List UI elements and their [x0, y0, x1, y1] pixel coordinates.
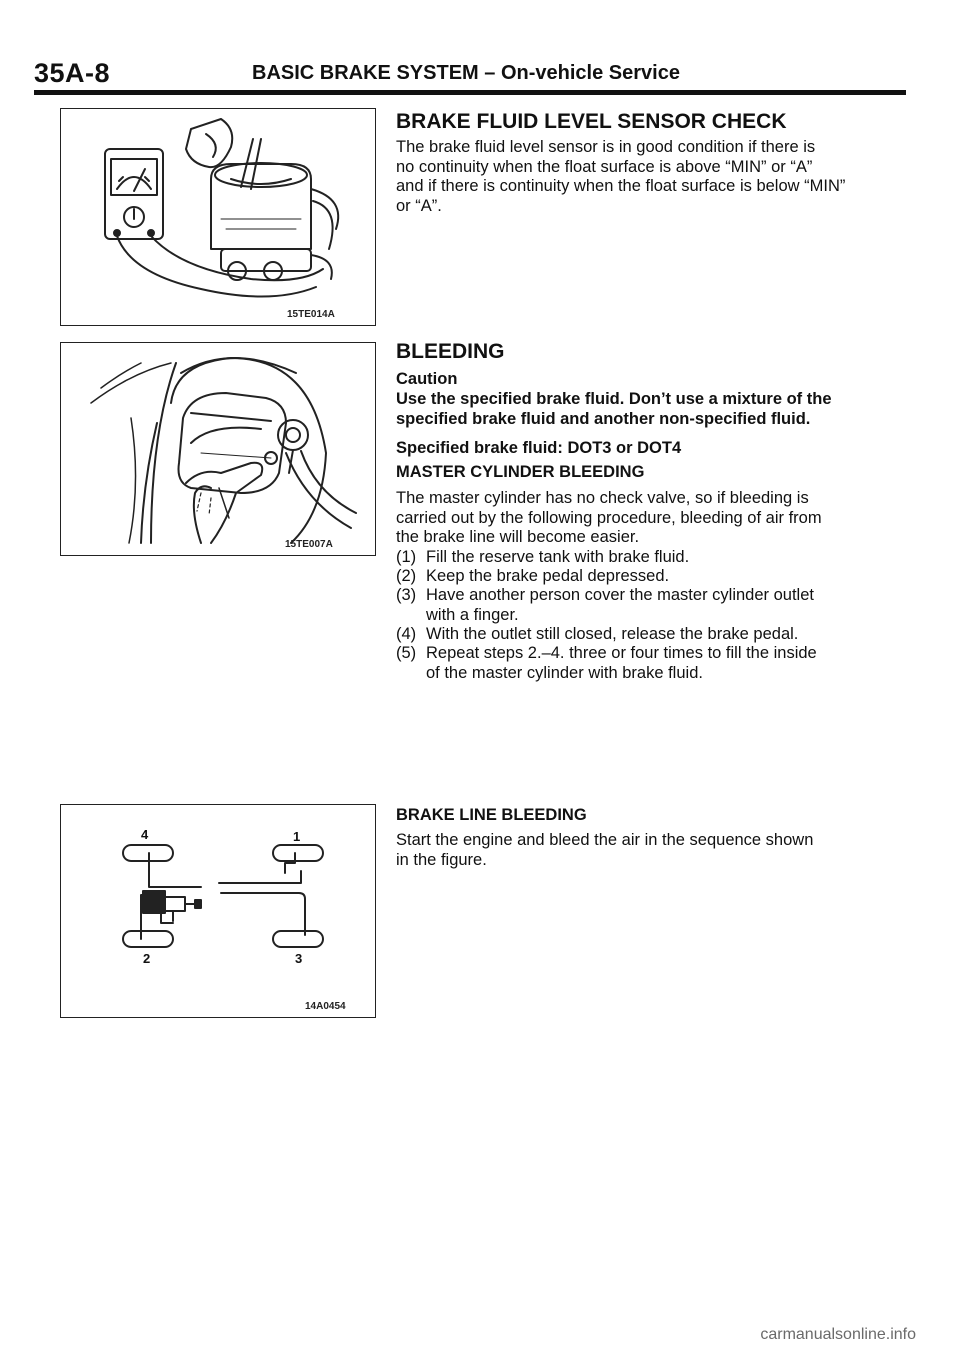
text-line: specified brake fluid and another non-specified fluid.	[396, 409, 811, 428]
brake-line-heading: BRAKE LINE BLEEDING	[396, 806, 587, 824]
figure-code: 15TE007A	[285, 539, 333, 550]
step-text: With the outlet still closed, release the brake pedal.	[426, 625, 799, 643]
master-cylinder-finger-cover-illustration	[61, 343, 375, 555]
step-number: (3)	[396, 586, 417, 604]
text-line: or “A”.	[396, 196, 442, 215]
text-line: Use the specified brake fluid. Don’t use a mixture of the	[396, 390, 832, 408]
brake-line-body	[396, 831, 910, 870]
step-number: (4)	[396, 625, 417, 643]
text-line: in the figure.	[396, 850, 487, 869]
step-text	[426, 644, 910, 683]
text-line: and if there is continuity when the float surface is below “MIN”	[396, 177, 846, 195]
master-cylinder-body	[396, 489, 910, 548]
figure-code: 15TE014A	[287, 309, 335, 320]
step-number: (1)	[396, 548, 417, 566]
sequence-label: 4	[141, 827, 149, 842]
text-line: Have another person cover the master cylinder outlet	[426, 586, 814, 604]
specified-fluid: Specified brake fluid: DOT3 or DOT4	[396, 439, 682, 457]
figure-master-cylinder	[60, 342, 376, 556]
figure-sensor-check	[60, 108, 376, 326]
text-line: of the master cylinder with brake fluid.	[426, 663, 703, 682]
sequence-label: 3	[295, 951, 303, 966]
caution-label: Caution	[396, 370, 458, 388]
page-subtitle: On-vehicle Service	[500, 62, 680, 84]
text-line: the brake line will become easier.	[396, 528, 640, 546]
text-line: The master cylinder has no check valve, so if bleeding is	[396, 489, 809, 507]
text-line: carried out by the following procedure, bleeding of air from	[396, 508, 822, 527]
watermark: carmanualsonline.info	[760, 1326, 916, 1343]
step-number: (2)	[396, 567, 417, 585]
text-line: The brake fluid level sensor is in good condition if there is	[396, 138, 816, 156]
sensor-check-body	[396, 138, 910, 216]
section-number: 35A-8	[34, 58, 111, 88]
sequence-label: 2	[143, 951, 151, 966]
header-rule	[34, 90, 906, 95]
step-text: Fill the reserve tank with brake fluid.	[426, 548, 690, 566]
master-cylinder-heading: MASTER CYLINDER BLEEDING	[396, 463, 645, 481]
sensor-check-heading: BRAKE FLUID LEVEL SENSOR CHECK	[396, 110, 787, 133]
page-title	[252, 62, 680, 85]
figure-bleeding-sequence	[60, 804, 376, 1018]
step-text: Keep the brake pedal depressed.	[426, 567, 670, 585]
caution-text	[396, 390, 910, 429]
step-number: (5)	[396, 644, 417, 662]
text-line: Repeat steps 2.–4. three or four times to fill the inside	[426, 644, 817, 662]
figure-code: 14A0454	[305, 1001, 346, 1012]
step-text	[426, 586, 910, 625]
sequence-label: 1	[293, 829, 301, 844]
bleeding-heading: BLEEDING	[396, 340, 505, 363]
text-line: no continuity when the float surface is above “MIN” or “A”	[396, 157, 813, 176]
brake-line-bleeding-sequence-diagram	[61, 805, 375, 1017]
title-separator: –	[484, 62, 496, 84]
text-line: with a finger.	[426, 605, 519, 624]
fluid-level-sensor-multimeter-illustration	[61, 109, 375, 325]
page-title-text: BASIC BRAKE SYSTEM	[252, 62, 479, 84]
text-line: Start the engine and bleed the air in the sequence shown	[396, 831, 814, 849]
